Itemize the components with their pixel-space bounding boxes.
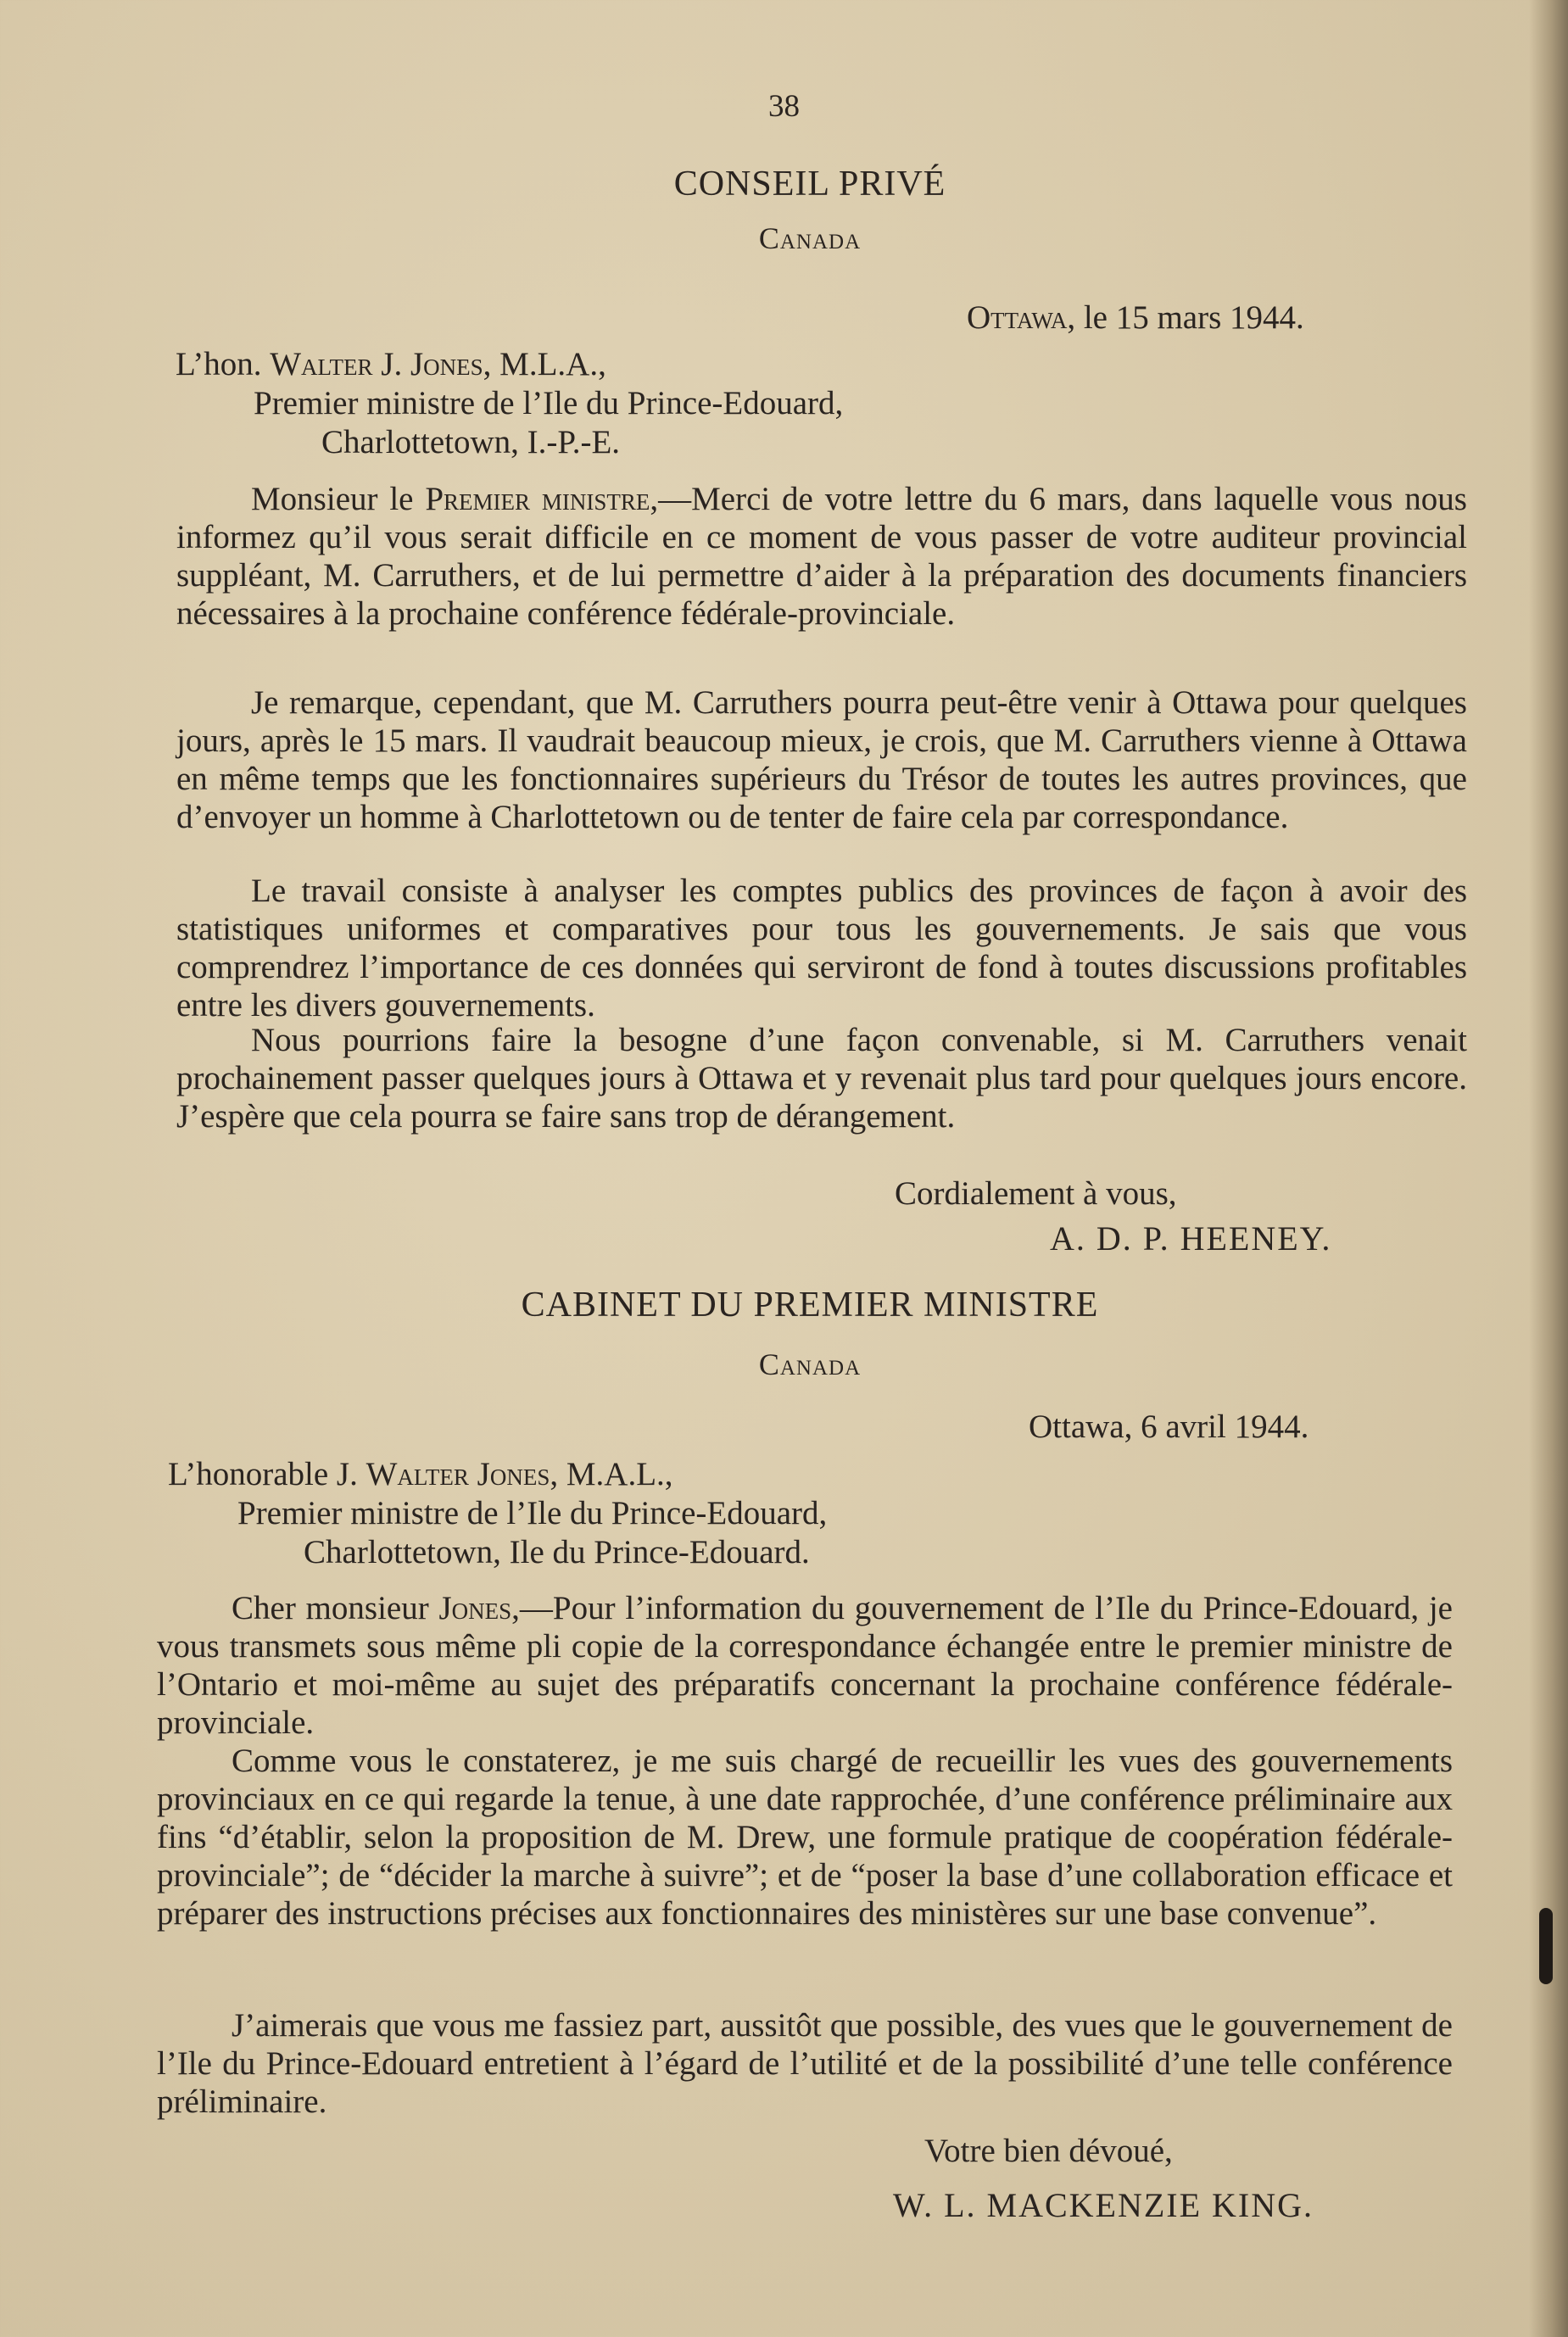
- letter1-addressee-name: Walter J. Jones,: [270, 346, 492, 382]
- letter2-paragraph-2: Comme vous le constaterez, je me suis chargé de recueillir les vues des gouvernements provinciaux en ce qui regarde la tenue, à une date rapprochée, d’une conférence préliminaire aux fins “d’établir, selon la proposition de M. Drew, une formule pratique de coopération fédérale-provinciale”; de “décider la marche à suivre”; et de “poser la base d’une collaboration efficace et préparer des instructions précises aux fonctionnaires des ministères sur une base convenue”.: [157, 1743, 1453, 1932]
- letter1-date-rest: le 15 mars 1944.: [1075, 299, 1304, 336]
- letter1-date: [967, 298, 1304, 337]
- letter1-subheading: Canada: [758, 221, 862, 255]
- letter2-salutation-name: Jones,: [438, 1590, 520, 1626]
- letter1-paragraph-2: Je remarque, cependant, que M. Carruthers pourra peut-être venir à Ottawa pour quelques jours, après le 15 mars. Il vaudrait beaucoup mieux, je crois, que M. Carruthers vienne à Ottawa en même temps que les fonctionnaires supérieurs du Trésor de toutes les autres provinces, que d’envoyer un homme à Charlottetown ou de tenter de faire cela par correspondance.: [176, 684, 1467, 835]
- letter1-paragraph-4: Nous pourrions faire la besogne d’une façon convenable, si M. Carruthers venait prochainement passer quelques jours à Ottawa et y revenait plus tard pour quelques jours encore. J’espère que cela pourra se faire sans trop de dérangement.: [176, 1022, 1467, 1135]
- letter1-paragraph-3: Le travail consiste à analyser les comptes publics des provinces de façon à avoir des statistiques uniformes et comparatives pour tous les gouvernements. Je sais que vous comprendrez l’importance de ces données qui serviront de fond à toutes discussions profitables entre les divers gouvernements.: [176, 873, 1467, 1023]
- letter1-paragraph-1-text: —Merci de votre lettre du 6 mars, dans laquelle vous nous informez qu’il vous serait difficile en ce moment de vous passer de votre auditeur provincial suppléant, M. Carruthers, et de lui permettre d’aider à la préparation des documents financiers nécessaires à la prochaine conférence fédérale-provinciale.: [176, 481, 1467, 632]
- letter2-paragraph-1: [157, 1589, 1453, 1742]
- binding-mark: [1539, 1908, 1553, 1984]
- letter1-addressee-block: [176, 345, 843, 462]
- letter1-date-place: Ottawa,: [967, 299, 1076, 336]
- letter1-addressee-title: Premier ministre de l’Ile du Prince-Edouard,: [254, 385, 844, 421]
- letter1-salutation-prefix: Monsieur le: [251, 481, 426, 517]
- letter1-signature: A. D. P. HEENEY.: [1050, 1219, 1332, 1258]
- letter2-addressee-block: [168, 1455, 827, 1572]
- letter2-addressee-line: [168, 1455, 827, 1494]
- page-number: 38: [768, 89, 800, 124]
- letter2-heading: CABINET DU PREMIER MINISTRE: [521, 1286, 1099, 1325]
- book-spine-shadow: [1529, 0, 1568, 2337]
- letter2-paragraph-3: J’aimerais que vous me fassiez part, aussitôt que possible, des vues que le gouvernement de l’Ile du Prince-Edouard entretient à l’égard de l’utilité et de la possibilité d’une telle conférence préliminaire.: [157, 2007, 1453, 2120]
- letter1-salutation-name: Premier ministre,: [425, 481, 659, 517]
- letter2-subheading: Canada: [758, 1347, 862, 1381]
- letter2-closing: Votre bien dévoué,: [924, 2133, 1173, 2169]
- letter1-paragraph-1: [176, 480, 1467, 633]
- letter2-paragraph-1-text: —Pour l’information du gouvernement de l’Ile du Prince-Edouard, je vous transmets sous même pli copie de la correspondance échangée entre le premier ministre de l’Ontario et moi-même au sujet des préparatifs concernant la prochaine conférence fédérale-provinciale.: [157, 1590, 1453, 1741]
- letter2-signature: W. L. MACKENZIE KING.: [893, 2186, 1314, 2224]
- letter1-addressee-prefix: L’hon.: [176, 346, 271, 382]
- letter2-addressee-title: Premier ministre de l’Ile du Prince-Edouard,: [237, 1495, 828, 1531]
- letter2-addressee-suffix: M.A.L.,: [558, 1456, 673, 1492]
- letter2-addressee-name: Walter Jones,: [365, 1456, 559, 1492]
- letter1-addressee-city: Charlottetown, I.-P.-E.: [321, 424, 621, 460]
- letter2-date: Ottawa, 6 avril 1944.: [1029, 1408, 1309, 1445]
- letter1-heading: CONSEIL PRIVÉ: [673, 165, 946, 204]
- letter2-salutation-prefix: Cher monsieur: [232, 1590, 439, 1626]
- letter1-addressee-suffix: M.L.A.,: [491, 346, 606, 382]
- letter1-closing: Cordialement à vous,: [895, 1175, 1177, 1212]
- letter2-addressee-prefix: L’honorable J.: [168, 1456, 366, 1492]
- letter2-addressee-city: Charlottetown, Ile du Prince-Edouard.: [304, 1534, 810, 1570]
- letter1-addressee-line: [176, 345, 843, 384]
